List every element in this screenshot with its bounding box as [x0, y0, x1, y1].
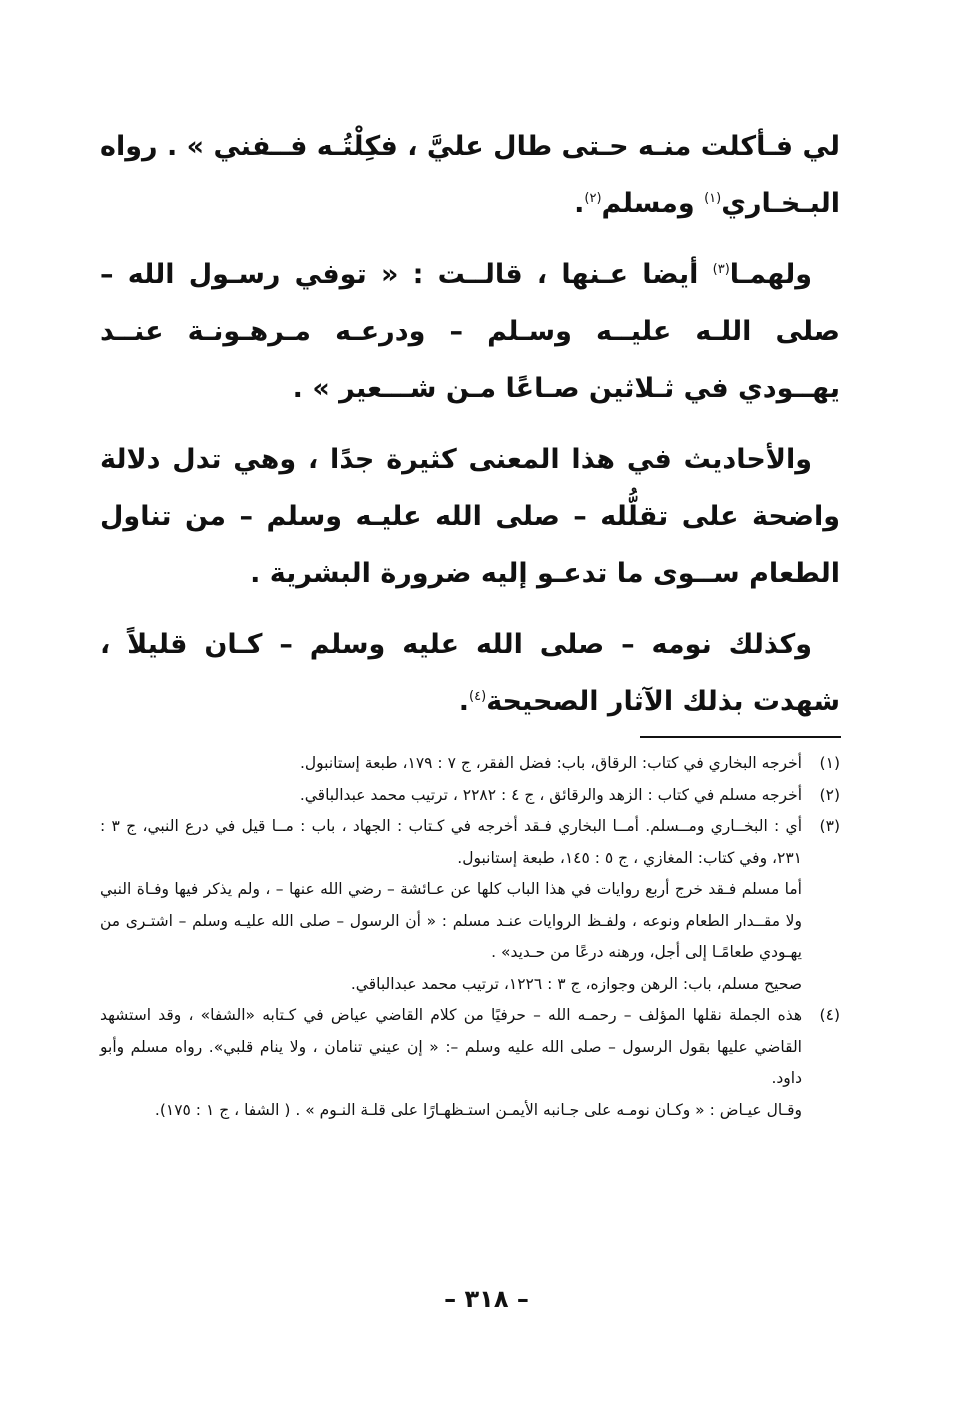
- footnotes-section: [100, 748, 840, 1126]
- footnote-ref-3: (٣): [712, 262, 730, 277]
- footnote-ref-1: (١): [704, 191, 722, 206]
- footnote-4-text-a: هذه الجملة نقلها المؤلف – رحمـه الله – حرفيًا من كلام القاضي عياض في كـتابه «الشفا» ، وقد استشهد القاضي عليها بقول الرسول – صلى الله عليه وسلم –: « إن عيني تنامان ، ولا ينام قلبي». رواه مسلم وأبو داود.: [100, 1006, 802, 1087]
- paragraph-1-text: لي فـأكلت منـه حـتى طال عليَّ ، فكِلْتُـه فــفني » . رواه البـخـاري: [100, 131, 840, 219]
- footnote-3: [100, 811, 840, 1000]
- footnote-3-text-b: أما مسلم فـقد خرج أربع روايات في هذا الباب كلها عن عـائشة – رضي الله عنها – ، ولم يذكر فيها وفـاة النبي ولا مقــدار الطعام ونوعه ، ولفـظ الروايات عنـد مسلم : « أن الرسول – صلى الله عليـه وسلم – اشتـرى من يهـودي طعامًـا إلى أجل، ورهنه درعًا من حـديد» .: [100, 880, 802, 961]
- footnote-separator: [640, 736, 841, 738]
- footnote-4-number: (٤): [819, 1006, 840, 1024]
- footnote-1: [100, 748, 840, 780]
- paragraph-2: [100, 246, 840, 417]
- paragraph-3-text: والأحاديث في هذا المعنى كثيرة جدًا ، وهي تدل دلالة واضحة على تقلُّله – صلى الله عليـه وسلم – من تناول الطعام ســوى ما تدعـو إليه ضرورة البشرية .: [100, 444, 840, 589]
- footnote-1-text: أخرجه البخاري في كتاب: الرقاق، باب: فضل الفقر، ج ٧ : ١٧٩، طبعة إستانبول.: [299, 754, 802, 772]
- paragraph-4: [100, 616, 840, 730]
- footnote-3-text-c: صحيح مسلم، باب: الرهن وجوازه، ج ٣ : ١٢٢٦، ترتيب محمد عبدالباقي.: [350, 974, 802, 993]
- paragraph-1-end: .: [574, 188, 585, 219]
- footnote-3-number: (٣): [819, 817, 840, 835]
- footnote-2-number: (٢): [819, 785, 840, 804]
- footnote-3-text-a: أي : البخــاري ومــسلم. أمــا البخاري فـقد أخرجه في كـتاب : الجهاد ، باب : مــا قيل في درع النبي، ج ٣ : ٢٣١، وفي كتاب: المغازي ، ج ٥ : ١٤٥، طبعة إستانبول.: [100, 817, 802, 867]
- paragraph-4-end: .: [458, 686, 470, 717]
- footnote-ref-4: (٤): [469, 689, 487, 704]
- main-text: [100, 118, 840, 744]
- footnote-4: [100, 1000, 840, 1126]
- footnote-ref-2: (٢): [584, 191, 602, 206]
- footnote-2-text: أخرجه مسلم في كتاب : الزهد والرقائق ، ج ٤ : ٢٢٨٢ ، ترتيب محمد عبدالباقي.: [299, 785, 802, 804]
- paragraph-2-start: ولهمـا: [729, 259, 812, 290]
- footnote-1-number: (١): [819, 754, 840, 772]
- paragraph-1: [100, 118, 840, 232]
- paragraph-4-text: وكذلك نومه – صلى الله عليه وسلم – كـان قليلاً ، شهدت بذلك الآثار الصحيحة: [100, 629, 840, 717]
- page-number: – ٣١٨ –: [444, 1285, 529, 1313]
- footnote-4-text-b: وقـال عيـاض : « وكـان نومـه على جـانبه الأيمـن استـظهـارًا على قلـة النـوم » . ( الشفا ، ج ١ : ١٧٥).: [154, 1100, 802, 1119]
- footnote-2: [100, 780, 840, 812]
- paragraph-2-text: أيضا عـنها ، قالــت : « توفي رسـول الله – صلى اللـه عليــه وسـلم – ودرعـه مـرهـونـة عنــد يهــودي في ثـلاثين صـاعًا مـن شـــعير » .: [100, 259, 840, 404]
- paragraph-3: [100, 431, 840, 602]
- paragraph-1-tail: ومسلم: [601, 188, 705, 219]
